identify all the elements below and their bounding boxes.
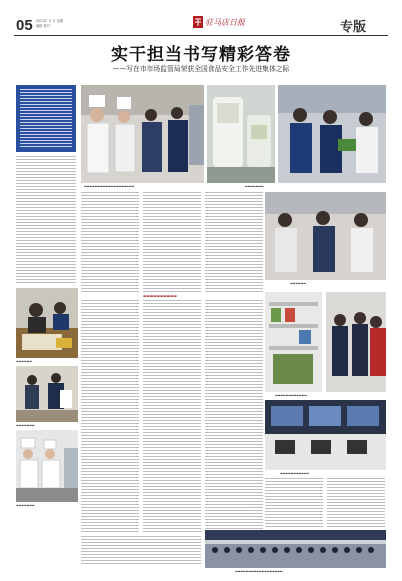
newspaper-logo-icon: [193, 16, 203, 28]
photo-kitchen-chefs: [16, 430, 78, 502]
photo-kitchen-inspection: [81, 85, 204, 183]
right-column-text-1: [265, 478, 323, 528]
center-column-5-text: [143, 300, 201, 532]
photo-crowd-event: [205, 530, 386, 568]
photo-staff-office: [265, 192, 386, 280]
header-rule: [14, 35, 388, 36]
caption-photo-4: ▬▬▬▬▬▬▬▬▬▬▬▬▬▬▬▬▬▬▬: [84, 184, 135, 188]
center-column-6-text: [205, 300, 263, 532]
caption-photo-5: ▬▬▬▬▬▬▬: [245, 184, 264, 188]
photo-inspection-desk: [16, 288, 78, 358]
issue-date: [36, 19, 63, 28]
photo-market-inspection: [278, 85, 386, 183]
caption-photo-1: ▬▬▬▬▬▬: [16, 359, 32, 363]
caption-photo-3: ▬▬▬▬▬▬▬: [16, 503, 35, 507]
issue-date-line-1: 2021年 月 日 星期: [36, 19, 64, 23]
intro-box: [16, 85, 76, 152]
caption-photo-9: ▬▬▬▬▬▬▬▬▬▬▬▬▬▬▬▬▬▬: [235, 569, 283, 573]
caption-photo-7: ▬▬▬▬▬▬▬▬▬▬▬▬: [275, 393, 307, 397]
page-number: 05: [16, 17, 33, 34]
photo-officials-standing: [326, 292, 386, 392]
center-column-3-text: [205, 192, 263, 292]
photo-milk-products: [207, 85, 275, 183]
issue-date-line-2: 编辑 校对: [36, 23, 50, 28]
section-heading-1: ▬▬▬▬▬▬▬▬▬▬: [143, 294, 177, 298]
caption-photo-6: ▬▬▬▬▬▬: [290, 281, 306, 285]
center-column-2-text: [143, 192, 201, 292]
article-title: 实干担当书写精彩答卷: [111, 45, 291, 65]
article-subtitle: ——写在市市场监管局荣获全国食品安全工作先进集体之际: [112, 65, 290, 73]
photo-officials-meeting: [16, 366, 78, 422]
center-column-4-text: [81, 300, 139, 532]
center-column-1-text: [81, 192, 139, 292]
bottom-center-text: [81, 536, 201, 566]
newspaper-name: 驻马店日报: [205, 18, 245, 27]
caption-photo-8: ▬▬▬▬▬▬▬▬▬▬▬: [280, 471, 310, 475]
section-label: 专版: [340, 20, 367, 35]
photo-monitoring-center: [265, 400, 386, 470]
right-column-text-2: [327, 478, 385, 528]
photo-food-shelves: [265, 292, 322, 392]
caption-photo-2: ▬▬▬▬▬▬▬: [16, 423, 35, 427]
left-column-text: [16, 156, 76, 284]
